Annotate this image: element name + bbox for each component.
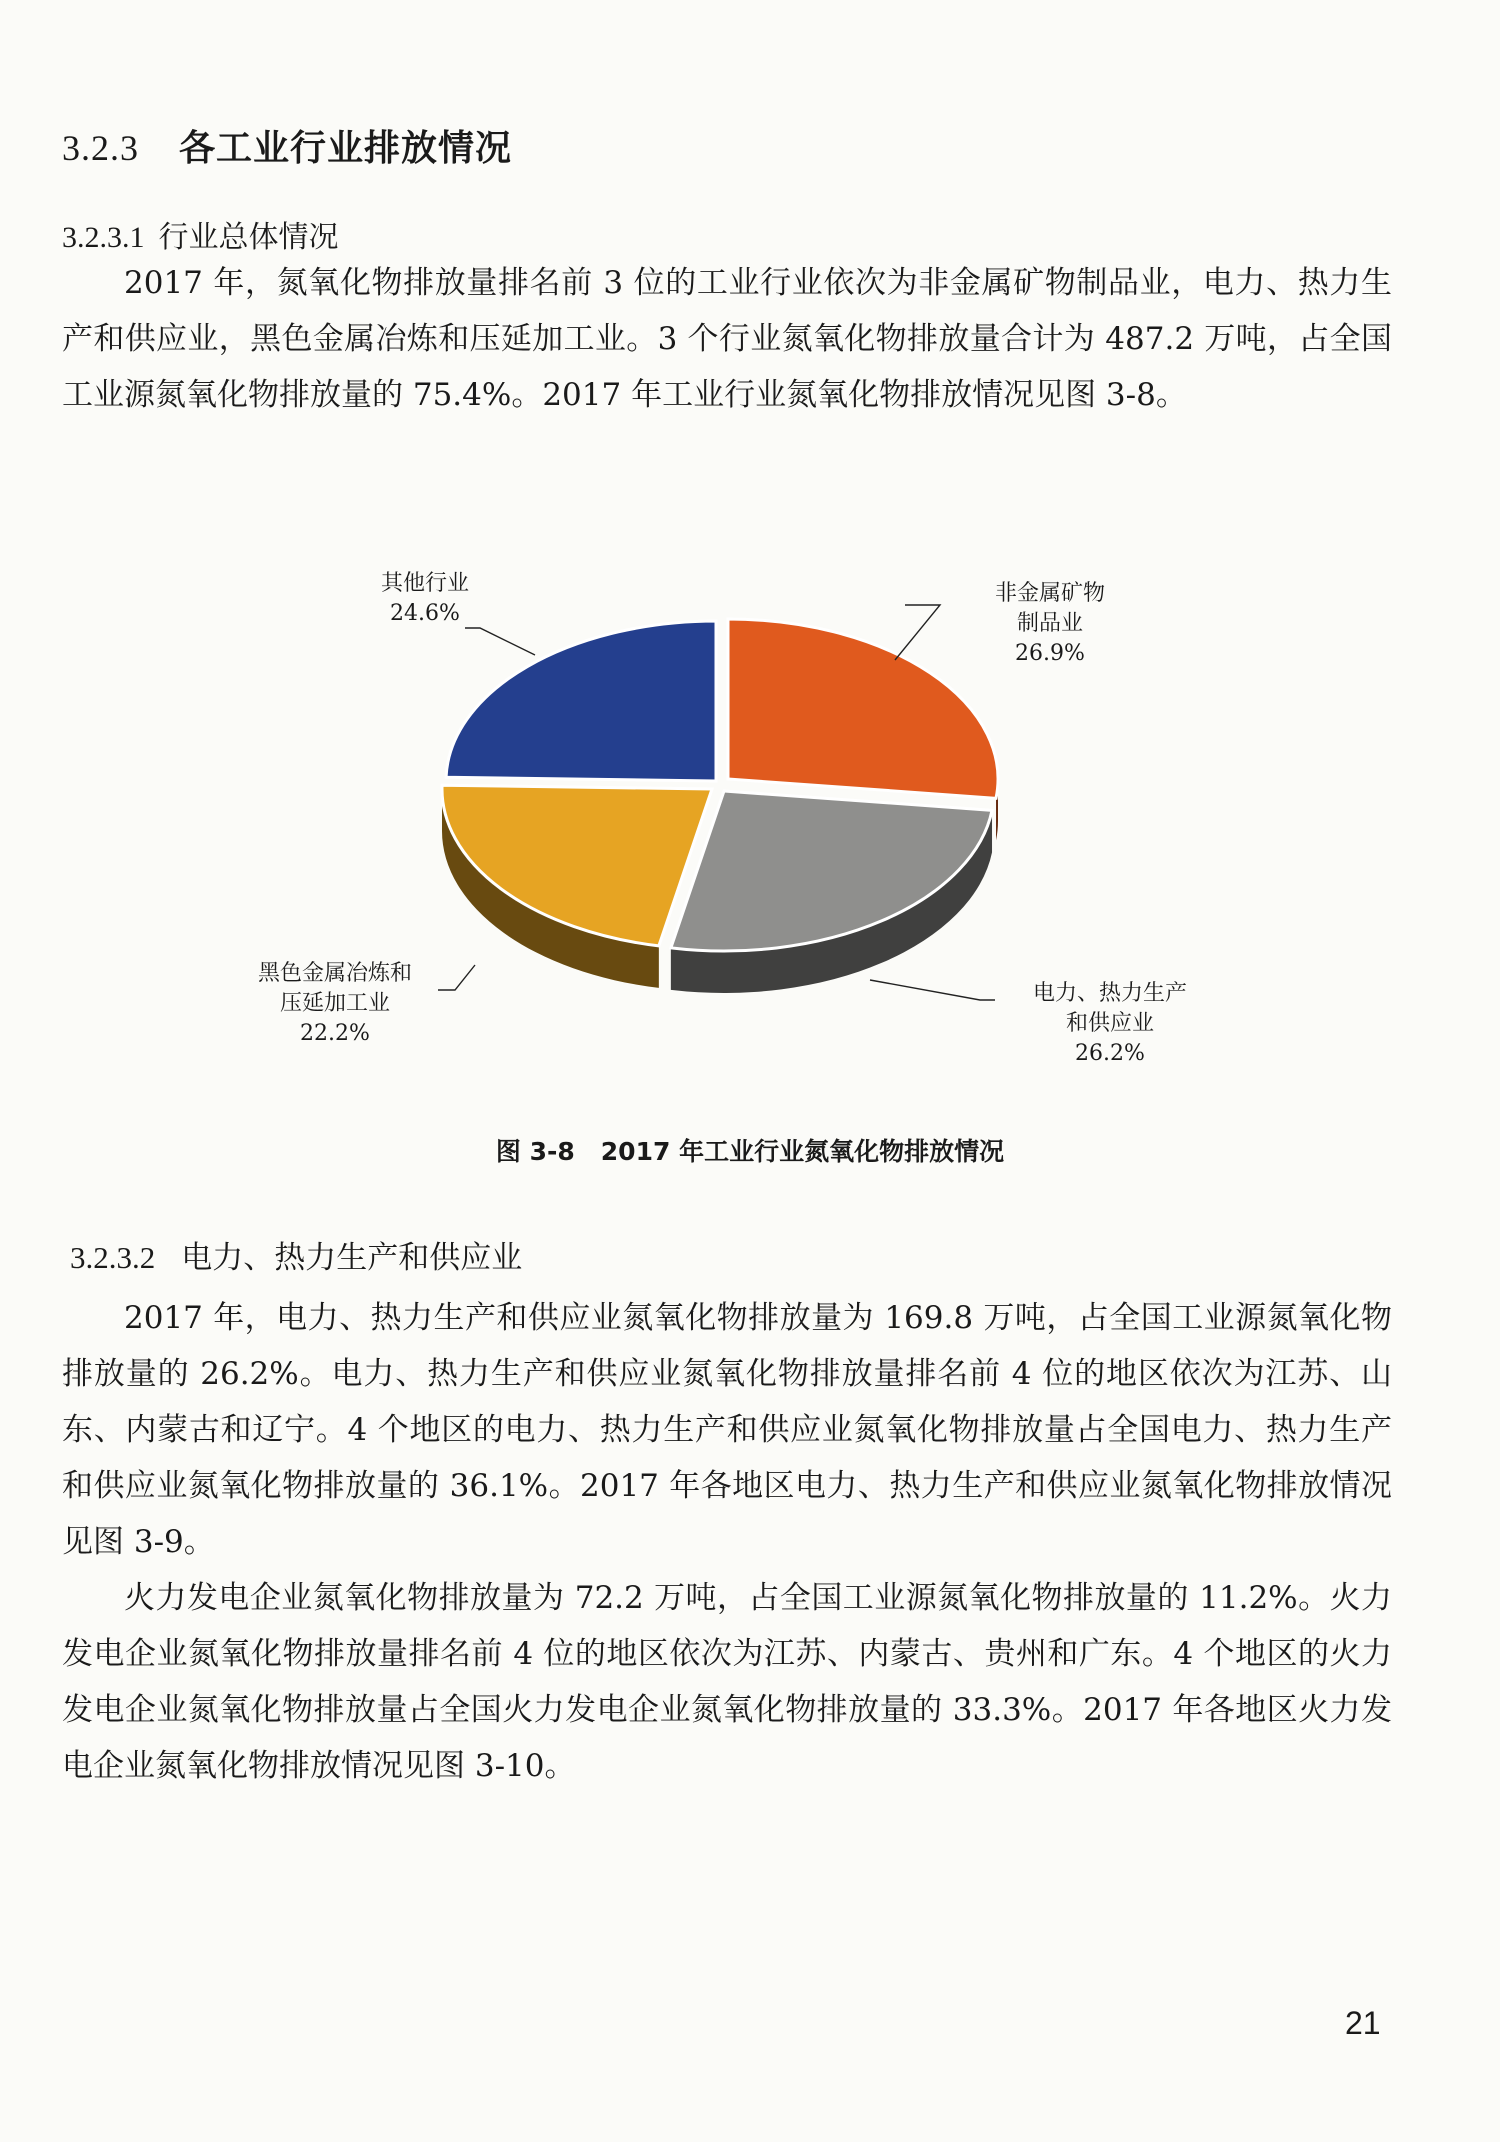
leader-line-0 (895, 605, 940, 660)
slice-value-label-3: 24.6% (390, 601, 460, 626)
slice-value-label-1: 26.2% (1075, 1041, 1145, 1066)
page-number: 21 (1345, 2005, 1381, 2041)
figure-caption (0, 1132, 1500, 1168)
section-heading (62, 120, 512, 171)
pie-tops (442, 619, 998, 951)
figure-number: 图 3-8 (495, 1137, 575, 1166)
paragraph-thermal-power: 火力发电企业氮氧化物排放量为 72.2 万吨，占全国工业源氮氧化物排放量的 11.2%。火力发电企业氮氧化物排放量排名前 4 位的地区依次为江苏、内蒙古、贵州和广东。4 个地区的火力发电企业氮氧化物排放量占全国火力发电企业氮氧化物排放量的 33.3%。2017 年各地区火力发电企业氮氧化物排放情况见图 3-10。 (62, 1580, 1392, 1784)
slice-label-1-0: 电力、热力生产 (1032, 981, 1188, 1006)
section-number: 3.2.3 (62, 128, 139, 168)
subsection-heading-1 (62, 212, 339, 256)
slice-label-1-1: 和供应业 (1065, 1011, 1155, 1036)
subsection-number-1: 3.2.3.1 (62, 221, 145, 254)
subsection-number-2: 3.2.3.2 (70, 1240, 156, 1275)
leader-line-1 (870, 980, 995, 1000)
section-title: 各工业行业排放情况 (179, 127, 513, 169)
paragraph-power-industry: 2017 年，电力、热力生产和供应业氮氧化物排放量为 169.8 万吨，占全国工业源氮氧化物排放量的 26.2%。电力、热力生产和供应业氮氧化物排放量排名前 4 位的地区依次为江苏、山东、内蒙古和辽宁。4 个地区的电力、热力生产和供应业氮氧化物排放量占全国电力、热力生产和供应业氮氧化物排放量的 36.1%。2017 年各地区电力、热力生产和供应业氮氧化物排放情况见图 3-9。 (62, 1300, 1392, 1560)
subsection-title-2: 电力、热力生产和供应业 (181, 1240, 523, 1276)
slice-value-label-0: 26.9% (1015, 641, 1085, 666)
pie-slice-0 (728, 619, 998, 798)
pie-slice-1 (671, 791, 992, 951)
leader-line-2 (438, 965, 475, 990)
slice-label-2-1: 压延加工业 (279, 991, 391, 1016)
slice-value-label-2: 22.2% (300, 1021, 370, 1046)
slice-label-0-1: 制品业 (1016, 611, 1084, 636)
subsection-heading-2 (70, 1232, 522, 1277)
slice-label-0-0: 非金属矿物 (994, 581, 1106, 606)
subsection-title-1: 行业总体情况 (158, 220, 339, 255)
slice-label-2-0: 黑色金属冶炼和 (257, 961, 413, 986)
pie-slice-3 (446, 621, 716, 781)
pie-chart (250, 560, 1250, 1120)
leader-line-3 (465, 628, 535, 655)
paragraph-overview: 2017 年，氮氧化物排放量排名前 3 位的工业行业依次为非金属矿物制品业，电力、热力生产和供应业，黑色金属冶炼和压延加工业。3 个行业氮氧化物排放量合计为 487.2 万吨，占全国工业源氮氧化物排放量的 75.4%。2017 年工业行业氮氧化物排放情况见图 3-8。 (62, 265, 1392, 413)
pie-slice-2 (442, 785, 712, 946)
slice-label-3-0: 其他行业 (380, 571, 470, 596)
figure-caption-text: 2017 年工业行业氮氧化物排放情况 (600, 1137, 1005, 1166)
